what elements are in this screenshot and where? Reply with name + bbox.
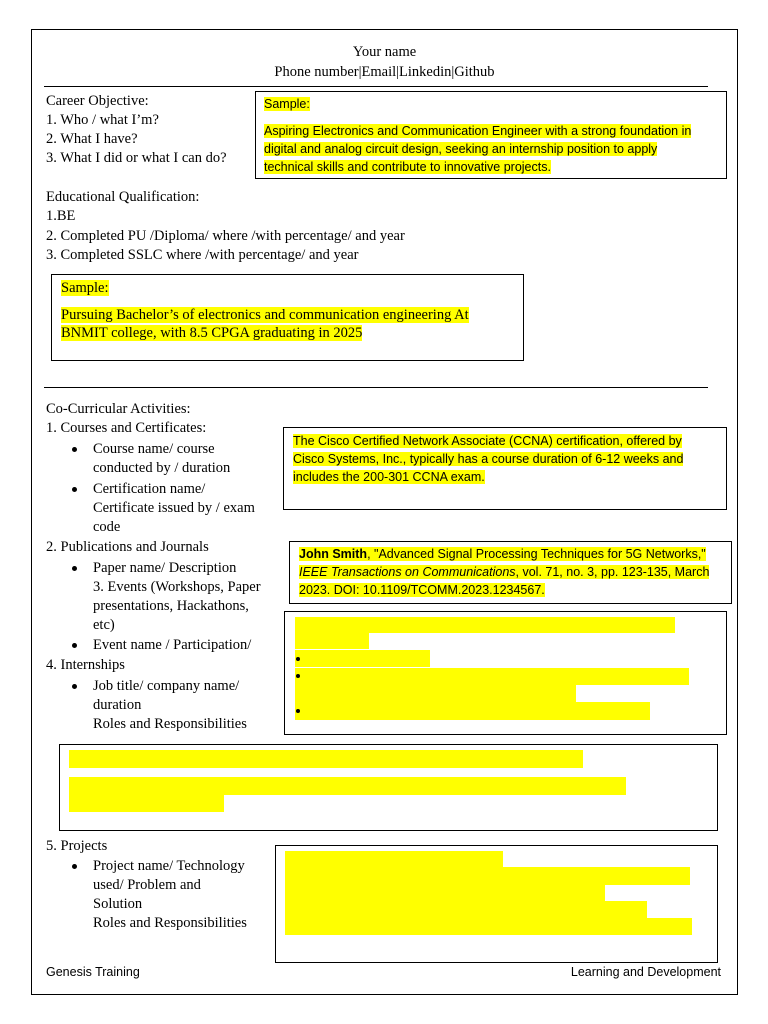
bullet-dot: [72, 643, 77, 648]
education-heading: Educational Qualification:: [46, 189, 200, 205]
redacted-bar: [285, 901, 647, 918]
redacted-bar: [69, 750, 583, 768]
redacted-bar: [295, 650, 430, 667]
intern-bullet-line-1: Job title/ company name/: [93, 678, 240, 694]
redacted-bar: [285, 851, 503, 868]
events-line-3: etc): [93, 617, 115, 633]
education-item-1: 1.BE: [46, 208, 76, 224]
ccna-sample-box: [283, 427, 727, 510]
bullet-dot: [72, 447, 77, 452]
ccna-line-1: The Cisco Certified Network Associate (CCNA) certification, offered by: [293, 434, 682, 448]
citation-title: , "Advanced Signal Processing Techniques for 5G Networks,": [367, 547, 706, 561]
redacted-bar: [295, 702, 650, 720]
redacted-bar: [285, 918, 692, 935]
footer-left: Genesis Training: [46, 965, 140, 979]
citation-doi: 2023. DOI: 10.1109/TCOMM.2023.1234567.: [299, 583, 545, 597]
cert-bullet-line-1: Certification name/: [93, 481, 206, 497]
publications-heading: 2. Publications and Journals: [46, 539, 209, 555]
internship-redacted-box: [59, 744, 718, 831]
header-divider: [44, 86, 708, 87]
redacted-bar: [69, 795, 224, 812]
events-line-2: presentations, Hackathons,: [93, 598, 249, 614]
project-bullet-line-2: used/ Problem and: [93, 877, 201, 893]
project-bullet-line-1: Project name/ Technology: [93, 858, 245, 874]
career-item-2: 2. What I have?: [46, 131, 138, 147]
section-divider: [44, 387, 708, 388]
event-bullet: Event name / Participation/: [93, 637, 252, 653]
career-sample-line-1: Aspiring Electronics and Communication Engineer with a strong foundation in: [264, 124, 692, 138]
redacted-bar: [295, 633, 369, 649]
education-sample-line-2: BNMIT college, with 8.5 CPGA graduating in 2025: [61, 325, 363, 341]
education-item-2: 2. Completed PU /Diploma/ where /with percentage/ and year: [46, 228, 405, 244]
internships-heading: 4. Internships: [46, 657, 125, 673]
education-sample-line-1: Pursuing Bachelor’s of electronics and communication engineering At: [61, 307, 469, 323]
events-line-1: 3. Events (Workshops, Paper: [93, 579, 261, 595]
education-sample-label: Sample:: [61, 280, 109, 296]
career-objective-heading: Career Objective:: [46, 93, 149, 109]
redacted-bar: [295, 685, 576, 702]
career-sample-label: Sample:: [264, 97, 310, 111]
redacted-bar: [295, 617, 675, 633]
course-bullet-line-2: conducted by / duration: [93, 460, 231, 476]
career-sample-line-2: digital and analog circuit design, seeking an internship position to apply: [264, 142, 658, 156]
course-bullet-line-1: Course name/ course: [93, 441, 215, 457]
career-item-1: 1. Who / what I’m?: [46, 112, 159, 128]
bullet-dot: [296, 674, 300, 678]
bullet-dot: [72, 864, 77, 869]
bullet-dot: [72, 566, 77, 571]
ccna-line-3: includes the 200-301 CCNA exam.: [293, 470, 485, 484]
header-name: Your name: [352, 44, 417, 60]
education-sample-box: [51, 274, 524, 361]
courses-heading: 1. Courses and Certificates:: [46, 420, 207, 436]
ccna-line-2: Cisco Systems, Inc., typically has a course duration of 6-12 weeks and: [293, 452, 684, 466]
citation-author: John Smith: [299, 547, 368, 561]
redacted-bar: [285, 867, 690, 885]
footer-right: Learning and Development: [570, 965, 721, 979]
citation-volume: , vol. 71, no. 3, pp. 123-135, March: [515, 565, 710, 579]
cert-bullet-line-2: Certificate issued by / exam: [93, 500, 255, 516]
intern-bullet-line-2: duration: [93, 697, 142, 713]
career-sample-box: [255, 91, 727, 179]
redacted-bar: [69, 777, 626, 795]
education-item-3: 3. Completed SSLC where /with percentage/ and year: [46, 247, 359, 263]
events-redacted-box: [284, 611, 727, 735]
projects-redacted-box: [275, 845, 718, 963]
bullet-dot: [72, 487, 77, 492]
redacted-bar: [285, 885, 605, 901]
intern-roles: Roles and Responsibilities: [93, 716, 247, 732]
project-roles: Roles and Responsibilities: [93, 915, 247, 931]
citation-sample-box: [289, 541, 732, 604]
paper-bullet: Paper name/ Description: [93, 560, 237, 576]
career-item-3: 3. What I did or what I can do?: [46, 150, 227, 166]
projects-heading: 5. Projects: [46, 838, 108, 854]
cert-bullet-line-3: code: [93, 519, 121, 535]
redacted-bar: [295, 668, 689, 685]
project-bullet-line-3: Solution: [93, 896, 143, 912]
bullet-dot: [296, 657, 300, 661]
bullet-dot: [296, 709, 300, 713]
career-sample-line-3: technical skills and contribute to innovative projects.: [264, 160, 551, 174]
header-contact: Phone number|Email|Linkedin|Github: [274, 64, 495, 80]
bullet-dot: [72, 684, 77, 689]
cocurricular-heading: Co-Curricular Activities:: [46, 401, 191, 417]
citation-journal: IEEE Transactions on Communications: [299, 565, 516, 579]
